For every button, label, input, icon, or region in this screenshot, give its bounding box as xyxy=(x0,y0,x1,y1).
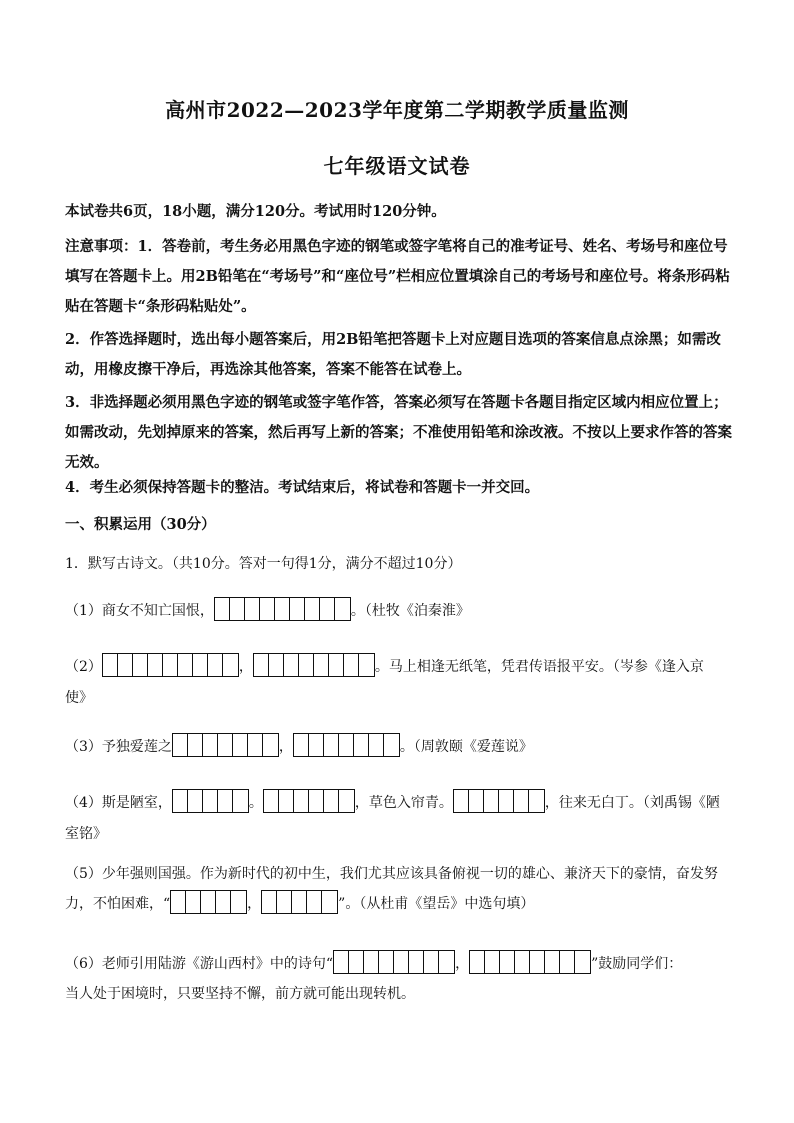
q1-item-5-text-b: ， xyxy=(247,896,262,912)
q1-item-6 xyxy=(65,950,745,978)
q1-item-6-text-c: ”鼓励同学们： xyxy=(591,956,683,972)
q1-item-1 xyxy=(65,597,745,625)
answer-boxes-6a[interactable] xyxy=(333,950,455,974)
note-4: 4．考生必须保持答题卡的整洁。考试结束后，将试卷和答题卡一并交回。 xyxy=(65,479,540,496)
answer-boxes-3a[interactable] xyxy=(172,733,279,757)
q1-item-2-text-a: （2） xyxy=(65,659,102,675)
q1-item-4-text-c: ，草色入帘青。 xyxy=(354,795,453,811)
answer-boxes-4a[interactable] xyxy=(172,789,249,813)
note-2: 2．作答选择题时，选出每小题答案后，用2B铅笔把答题卡上对应题目选项的答案信息点涂黑；如需改动，用橡皮擦干净后，再选涂其他答案，答案不能答在试卷上。 xyxy=(65,331,721,378)
q1-item-4-text-d: ，往来无白丁。（刘禹锡《陋 xyxy=(544,795,720,811)
q1-item-3 xyxy=(65,733,745,761)
answer-boxes-4b[interactable] xyxy=(263,789,355,813)
q1-item-3-text-c: 。（周敦颐《爱莲说》 xyxy=(399,739,533,755)
exam-subtitle: 七年级语文试卷 xyxy=(323,154,471,178)
q1-item-2 xyxy=(65,653,745,681)
q1-item-6-cont: 当人处于困境时，只要坚持不懈，前方就可能出现转机。 xyxy=(65,986,415,1002)
q1-item-6-text-b: ， xyxy=(455,956,470,972)
q1-item-4-text-b: 。 xyxy=(248,795,263,811)
intro-text: 本试卷共6页，18小题，满分120分。考试用时120分钟。 xyxy=(65,203,446,220)
q1-item-4-cont: 室铭》 xyxy=(65,826,107,842)
answer-boxes-1[interactable] xyxy=(214,597,351,621)
q1-item-3-text-a: （3）予独爱莲之 xyxy=(65,739,172,755)
q1-item-3-text-b: ， xyxy=(278,739,293,755)
q1-item-1-text-a: （1）商女不知亡国恨， xyxy=(65,603,214,619)
exam-title: 高州市2022—2023学年度第二学期教学质量监测 xyxy=(165,98,629,122)
question-1-stem: 1．默写古诗文。（共10分。答对一句得1分，满分不超过10分） xyxy=(65,556,462,572)
q1-item-5 xyxy=(65,859,745,919)
q1-item-5-text-a: （5）少年强则国强。作为新时代的初中生，我们尤其应该具备俯视一切的雄心、兼济天下的豪情，奋发努力，不怕困难，“ xyxy=(65,866,718,912)
q1-item-6-text-a: （6）老师引用陆游《游山西村》中的诗句“ xyxy=(65,956,334,972)
answer-boxes-6b[interactable] xyxy=(469,950,591,974)
q1-item-2-text-c: 。马上相逢无纸笔，凭君传语报平安。（岑参《逢入京 xyxy=(374,659,704,675)
answer-boxes-2a[interactable] xyxy=(102,653,239,677)
answer-boxes-3b[interactable] xyxy=(293,733,400,757)
q1-item-4 xyxy=(65,789,745,817)
answer-boxes-5b[interactable] xyxy=(261,890,338,914)
answer-boxes-5a[interactable] xyxy=(170,890,247,914)
q1-item-1-text-b: 。（杜牧《泊秦淮》 xyxy=(350,603,470,619)
q1-item-2-text-b: ， xyxy=(238,659,253,675)
answer-boxes-4c[interactable] xyxy=(453,789,545,813)
answer-boxes-2b[interactable] xyxy=(253,653,375,677)
q1-item-4-text-a: （4）斯是陋室， xyxy=(65,795,172,811)
section-heading: 一、积累运用（30分） xyxy=(65,516,216,533)
q1-item-5-text-c: ”。（从杜甫《望岳》中选句填） xyxy=(338,896,535,912)
note-1: 注意事项：1．答卷前，考生务必用黑色字迹的钢笔或签字笔将自己的准考证号、姓名、考场号和座位号填写在答题卡上。用2B铅笔在“考场号”和“座位号”栏相应位置填涂自己的考场号和座位号。将条形码粘贴在答题卡“条形码粘贴处”。 xyxy=(65,238,730,315)
note-3: 3．非选择题必须用黑色字迹的钢笔或签字笔作答，答案必须写在答题卡各题目指定区域内相应位置上；如需改动，先划掉原来的答案，然后再写上新的答案；不准使用铅笔和涂改液。不按以上要求作答的答案无效。 xyxy=(65,394,732,471)
q1-item-2-cont: 使》 xyxy=(65,690,93,706)
